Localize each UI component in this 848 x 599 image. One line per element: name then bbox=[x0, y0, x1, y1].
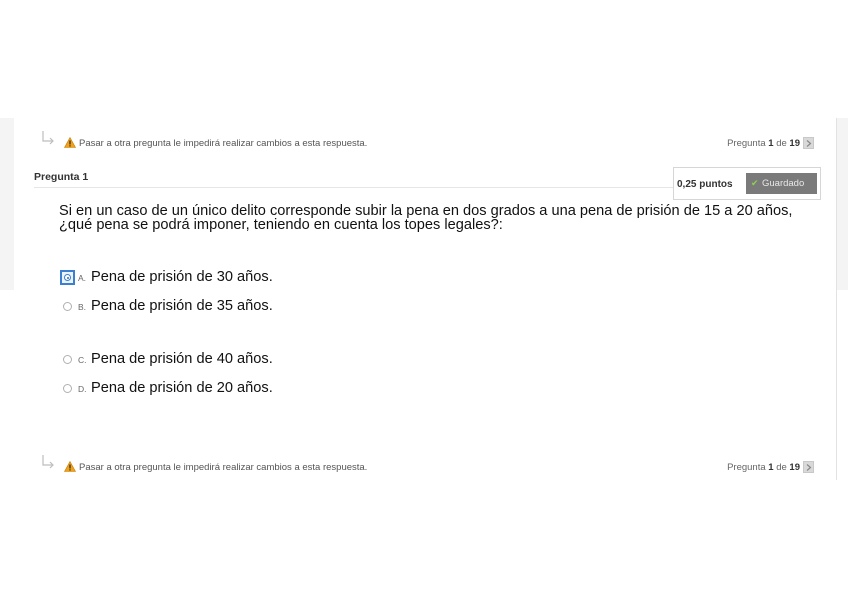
return-arrow-icon bbox=[40, 130, 56, 148]
option-text: Pena de prisión de 40 años. bbox=[91, 351, 273, 367]
chevron-right-icon bbox=[806, 140, 812, 147]
pager-prefix: Pregunta bbox=[727, 138, 766, 149]
warning-icon bbox=[64, 461, 76, 472]
option-letter: C. bbox=[78, 355, 87, 365]
option-text: Pena de prisión de 35 años. bbox=[91, 298, 273, 314]
question-pager bbox=[727, 138, 800, 149]
question-pager bbox=[727, 462, 800, 473]
points-box bbox=[673, 167, 821, 200]
radio-button[interactable] bbox=[63, 384, 72, 393]
pager-of: de bbox=[776, 462, 787, 473]
chevron-right-icon bbox=[806, 464, 812, 471]
question-title: Pregunta 1 bbox=[34, 171, 89, 183]
next-question-button[interactable] bbox=[803, 137, 814, 149]
check-icon: ✔ bbox=[751, 178, 759, 188]
saved-status-badge bbox=[746, 173, 817, 194]
page-side-shade-right bbox=[837, 118, 848, 290]
next-question-button[interactable] bbox=[803, 461, 814, 473]
page-side-shade-left bbox=[0, 118, 14, 290]
radio-button[interactable] bbox=[63, 355, 72, 364]
pager-current: 1 bbox=[768, 462, 774, 473]
option-text: Pena de prisión de 20 años. bbox=[91, 380, 273, 396]
question-nav-top bbox=[14, 134, 836, 154]
radio-dot-icon bbox=[64, 274, 71, 281]
question-divider bbox=[34, 187, 674, 188]
radio-button-selected[interactable] bbox=[60, 270, 75, 285]
pager-total: 19 bbox=[789, 138, 800, 149]
option-text: Pena de prisión de 30 años. bbox=[91, 269, 273, 285]
pager-total: 19 bbox=[789, 462, 800, 473]
option-letter: B. bbox=[78, 302, 87, 312]
pager-prefix: Pregunta bbox=[727, 462, 766, 473]
question-nav-bottom bbox=[14, 458, 836, 478]
warning-text: Pasar a otra pregunta le impedirá realizar cambios a esta respuesta. bbox=[79, 138, 368, 149]
pager-current: 1 bbox=[768, 138, 774, 149]
pager-of: de bbox=[776, 138, 787, 149]
option-letter: D. bbox=[78, 384, 87, 394]
return-arrow-icon bbox=[40, 454, 56, 472]
saved-status-label: Guardado bbox=[762, 178, 805, 189]
warning-icon bbox=[64, 137, 76, 148]
warning-text: Pasar a otra pregunta le impedirá realizar cambios a esta respuesta. bbox=[79, 462, 368, 473]
question-points: 0,25 puntos bbox=[677, 179, 733, 190]
radio-button[interactable] bbox=[63, 302, 72, 311]
option-letter: A. bbox=[78, 273, 87, 283]
question-panel bbox=[14, 118, 837, 480]
question-text: Si en un caso de un único delito corresponde subir la pena en dos grados a una pena de prisión de 15 a 20 años, ¿qué pena se podrá imponer, teniendo en cuenta los topes legales?: bbox=[59, 203, 793, 233]
